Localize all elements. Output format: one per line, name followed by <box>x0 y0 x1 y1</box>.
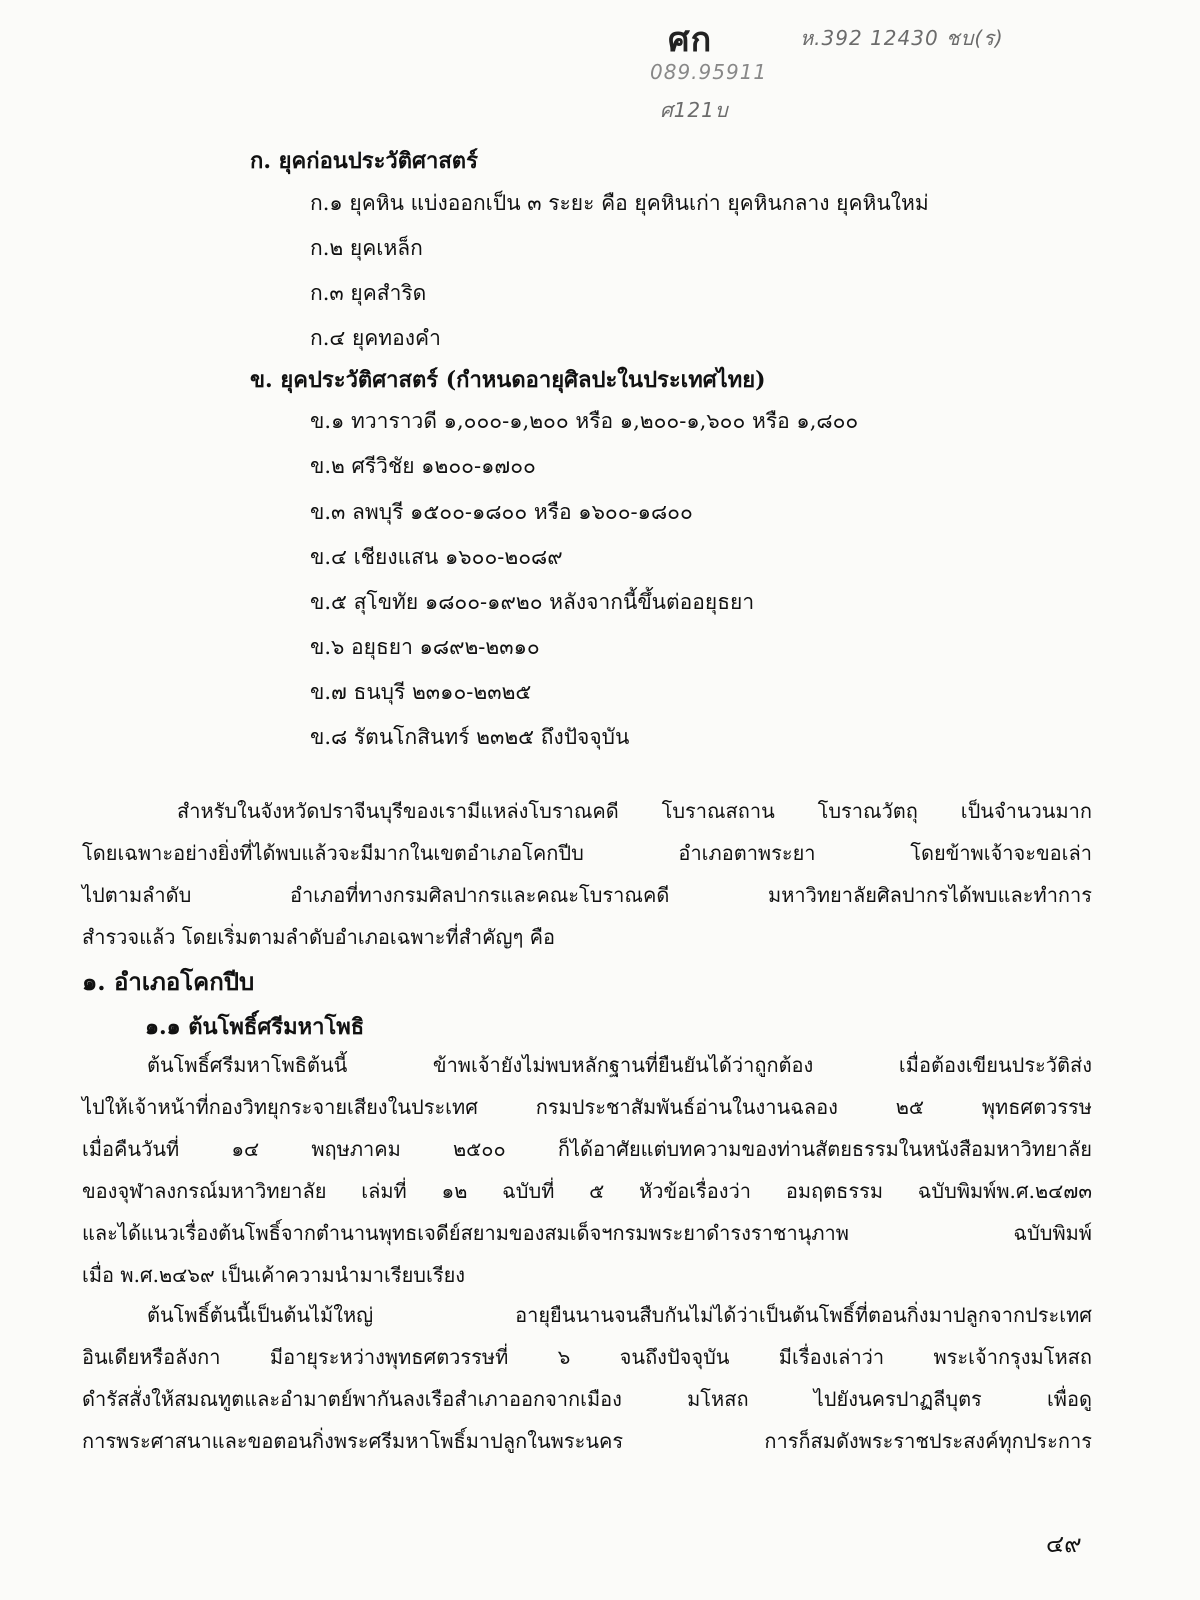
list-item: ข.๕ สุโขทัย ๑๘๐๐-๑๙๒๐ หลังจากนี้ขึ้นต่ออยุธยา <box>310 590 755 614</box>
list-item: ข.๑ ทวาราวดี ๑,๐๐๐-๑,๒๐๐ หรือ ๑,๒๐๐-๑,๖๐๐ หรือ ๑,๘๐๐ <box>310 409 859 433</box>
body-paragraph-1 <box>82 1044 1092 1296</box>
paragraph-line: ของจุฬาลงกรณ์มหาวิทยาลัย เล่มที่ ๑๒ ฉบับที่ ๕ หัวข้อเรื่องว่า อมฤตธรรม ฉบับพิมพ์พ.ศ.๒๔๗๓ <box>82 1179 1092 1203</box>
paragraph-line: เมื่อ พ.ศ.๒๔๖๙ เป็นเค้าความนำมาเรียบเรียง <box>82 1263 466 1287</box>
paragraph-line: สำหรับในจังหวัดปราจีนบุรีของเรามีแหล่งโบราณคดี โบราณสถาน โบราณวัตถุ เป็นจำนวนมาก <box>177 799 1092 823</box>
list-item: ข.๒ ศรีวิชัย ๑๒๐๐-๑๗๐๐ <box>310 454 536 478</box>
paragraph-line: ดำรัสสั่งให้สมณทูตและอำมาตย์พากันลงเรือสำเภาออกจากเมือง มโหสถ ไปยังนครปาฏลีบุตร เพื่อดู <box>82 1387 1092 1411</box>
paragraph-line: เมื่อคืนวันที่ ๑๔ พฤษภาคม ๒๕๐๐ ก็ได้อาศัยแต่บทความของท่านสัตยธรรมในหนังสือมหาวิทยาลัย <box>82 1137 1092 1161</box>
handwritten-call-number: 089.95911 <box>650 60 768 84</box>
list-item: ข.๔ เชียงแสน ๑๖๐๐-๒๐๘๙ <box>310 545 563 569</box>
paragraph-line: ต้นโพธิ์ต้นนี้เป็นต้นไม้ใหญ่ อายุยืนนานจนสืบกันไม่ได้ว่าเป็นต้นโพธิ์ที่ตอนกิ่งมาปลูกจากประเทศ <box>147 1303 1092 1327</box>
handwritten-reference: ห.392 12430 ชบ(ร) <box>800 26 1004 50</box>
paragraph-line: โดยเฉพาะอย่างยิ่งที่ได้พบแล้วจะมีมากในเขตอำเภอโคกปีบ อำเภอตาพระยา โดยข้าพเจ้าจะขอเล่า <box>82 841 1092 865</box>
list-item: ก.๓ ยุคสำริด <box>310 281 427 305</box>
list-item: ข.๖ อยุธยา ๑๘๙๒-๒๓๑๐ <box>310 635 540 659</box>
paragraph-line: ไปให้เจ้าหน้าที่กองวิทยุกระจายเสียงในประเทศ กรมประชาสัมพันธ์อ่านในงานฉลอง ๒๕ พุทธศตวรรษ <box>82 1095 1092 1119</box>
list-item: ก.๔ ยุคทองคำ <box>310 326 441 350</box>
paragraph-line: สำรวจแล้ว โดยเริ่มตามลำดับอำเภอเฉพาะที่สำคัญๆ คือ <box>82 925 556 949</box>
handwritten-mark: ศก <box>668 20 713 60</box>
section-heading-district: ๑. อำเภอโคกปีบ <box>82 967 255 996</box>
list-item: ก.๑ ยุคหิน แบ่งออกเป็น ๓ ระยะ คือ ยุคหินเก่า ยุคหินกลาง ยุคหินใหม่ <box>310 191 929 215</box>
paragraph-line: ต้นโพธิ์ศรีมหาโพธิต้นนี้ ข้าพเจ้ายังไม่พบหลักฐานที่ยืนยันได้ว่าถูกต้อง เมื่อต้องเขียนประวัติส่ง <box>147 1053 1092 1077</box>
paragraph-line: อินเดียหรือลังกา มีอายุระหว่างพุทธศตวรรษที่ ๖ จนถึงปัจจุบัน มีเรื่องเล่าว่า พระเจ้ากรุงมโหสถ <box>82 1345 1092 1369</box>
body-paragraph-2 <box>82 1294 1092 1462</box>
paragraph-line: การพระศาสนาและขอตอนกิ่งพระศรีมหาโพธิ์มาปลูกในพระนคร การก็สมดังพระราชประสงค์ทุกประการ <box>82 1429 1092 1453</box>
handwritten-note: ศ121บ <box>660 98 729 122</box>
list-item: ก.๒ ยุคเหล็ก <box>310 236 423 260</box>
paragraph-line: และได้แนวเรื่องต้นโพธิ์จากตำนานพุทธเจดีย์สยามของสมเด็จฯกรมพระยาดำรงราชานุภาพ ฉบับพิมพ์ <box>82 1221 1092 1245</box>
section-heading-prehistoric: ก. ยุคก่อนประวัติศาสตร์ <box>250 148 478 174</box>
list-item: ข.๓ ลพบุรี ๑๕๐๐-๑๘๐๐ หรือ ๑๖๐๐-๑๘๐๐ <box>310 500 693 524</box>
list-item: ข.๘ รัตนโกสินทร์ ๒๓๒๕ ถึงปัจจุบัน <box>310 725 630 749</box>
page-number: ๔๙ <box>1046 1530 1082 1558</box>
section-heading-historic: ข. ยุคประวัติศาสตร์ (กำหนดอายุศิลปะในประเทศไทย) <box>250 367 766 393</box>
paragraph-line: ไปตามลำดับ อำเภอที่ทางกรมศิลปากรและคณะโบราณคดี มหาวิทยาลัยศิลปากรได้พบและทำการ <box>82 883 1092 907</box>
list-item: ข.๗ ธนบุรี ๒๓๑๐-๒๓๒๕ <box>310 680 532 704</box>
intro-paragraph <box>82 790 1092 958</box>
subsection-heading: ๑.๑ ต้นโพธิ์ศรีมหาโพธิ <box>145 1014 365 1040</box>
